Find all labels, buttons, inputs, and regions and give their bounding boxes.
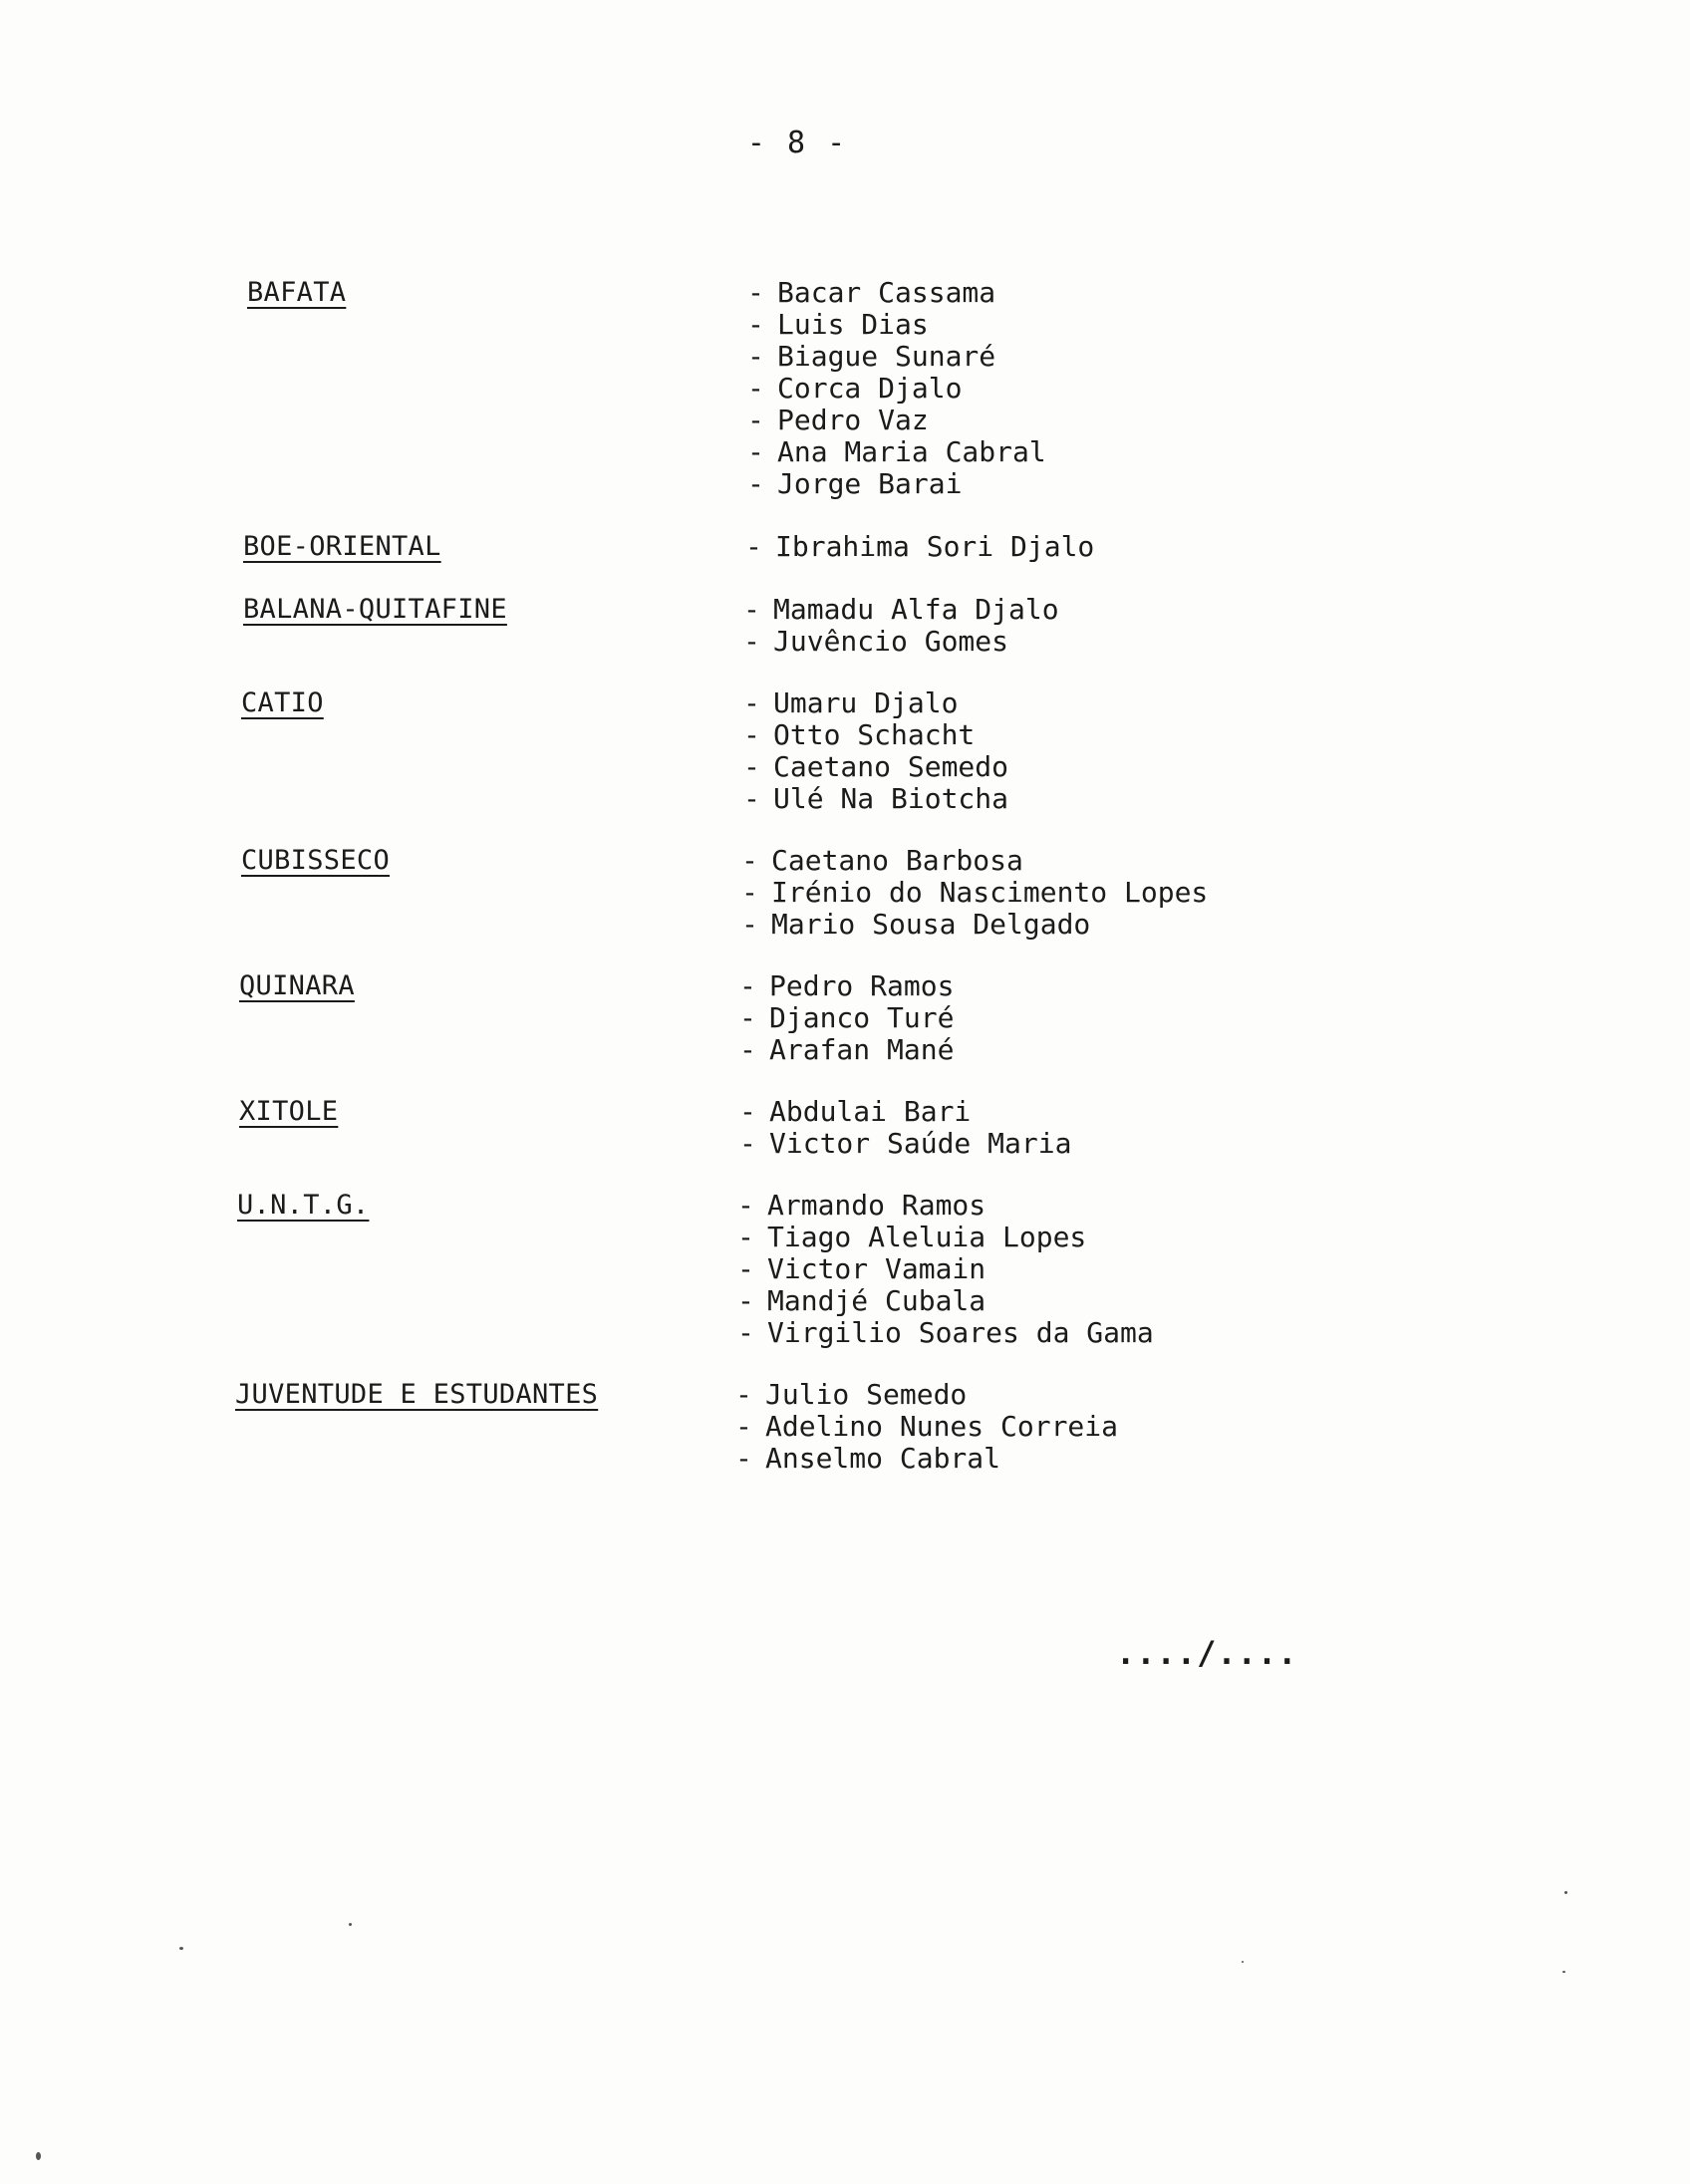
section-heading: BALANA-QUITAFINE bbox=[243, 594, 507, 625]
list-item: - Ulé Na Biotcha bbox=[743, 782, 1009, 815]
member-list bbox=[737, 1190, 1154, 1349]
member-list bbox=[739, 970, 954, 1066]
list-item: - Pedro Ramos bbox=[739, 969, 955, 1002]
scan-speck bbox=[1562, 1971, 1565, 1973]
scan-speck bbox=[179, 1947, 183, 1950]
section-heading: JUVENTUDE E ESTUDANTES bbox=[235, 1379, 599, 1410]
list-item: - Victor Saúde Maria bbox=[739, 1127, 1072, 1160]
scan-speck bbox=[36, 2152, 41, 2160]
list-item: - Mario Sousa Delgado bbox=[741, 908, 1091, 941]
list-item: - Arafan Mané bbox=[739, 1033, 955, 1066]
list-item: - Otto Schacht bbox=[743, 718, 976, 751]
section-heading: QUINARA bbox=[239, 970, 355, 1001]
list-item: - Jorge Barai bbox=[747, 467, 963, 500]
member-list bbox=[745, 531, 1094, 563]
list-item: - Ibrahima Sori Djalo bbox=[745, 530, 1095, 563]
section-heading: CUBISSECO bbox=[241, 845, 390, 876]
list-item: - Corca Djalo bbox=[747, 372, 963, 405]
list-item: - Abdulai Bari bbox=[739, 1095, 972, 1128]
scan-speck bbox=[1564, 1891, 1567, 1894]
section-heading: BAFATA bbox=[247, 277, 347, 308]
list-item: - Juvêncio Gomes bbox=[743, 625, 1009, 658]
list-item: - Biague Sunaré bbox=[747, 340, 996, 373]
list-item: - Mandjé Cubala bbox=[737, 1284, 986, 1317]
list-item: - Bacar Cassama bbox=[747, 276, 996, 309]
member-list bbox=[739, 1096, 1071, 1160]
list-item: - Mamadu Alfa Djalo bbox=[743, 593, 1059, 626]
section-heading: BOE-ORIENTAL bbox=[243, 531, 441, 562]
section-heading: XITOLE bbox=[239, 1096, 339, 1127]
member-list bbox=[747, 277, 1046, 500]
section-heading: U.N.T.G. bbox=[237, 1190, 370, 1221]
scan-speck bbox=[1242, 1961, 1244, 1963]
list-item: - Umaru Djalo bbox=[743, 686, 959, 719]
member-list bbox=[743, 687, 1008, 815]
page-number: - 8 - bbox=[746, 126, 848, 160]
list-item: - Armando Ramos bbox=[737, 1189, 986, 1222]
list-item: - Julio Semedo bbox=[735, 1378, 968, 1411]
list-item: - Irénio do Nascimento Lopes bbox=[741, 876, 1209, 909]
list-item: - Adelino Nunes Correia bbox=[735, 1410, 1119, 1443]
list-item: - Caetano Semedo bbox=[743, 750, 1009, 783]
scan-speck bbox=[349, 1923, 352, 1926]
continuation-mark: ..../.... bbox=[1116, 1634, 1298, 1672]
list-item: - Pedro Vaz bbox=[747, 404, 929, 436]
list-item: - Djanco Turé bbox=[739, 1001, 955, 1034]
list-item: - Ana Maria Cabral bbox=[747, 435, 1046, 468]
member-list bbox=[735, 1379, 1118, 1475]
member-list bbox=[743, 594, 1059, 658]
section-heading: CATIO bbox=[241, 687, 324, 718]
member-list bbox=[741, 845, 1208, 941]
list-item: - Virgilio Soares da Gama bbox=[737, 1316, 1154, 1349]
list-item: - Tiago Aleluia Lopes bbox=[737, 1221, 1087, 1253]
list-item: - Victor Vamain bbox=[737, 1252, 986, 1285]
list-item: - Caetano Barbosa bbox=[741, 844, 1023, 877]
list-item: - Luis Dias bbox=[747, 308, 929, 341]
list-item: - Anselmo Cabral bbox=[735, 1442, 1001, 1475]
